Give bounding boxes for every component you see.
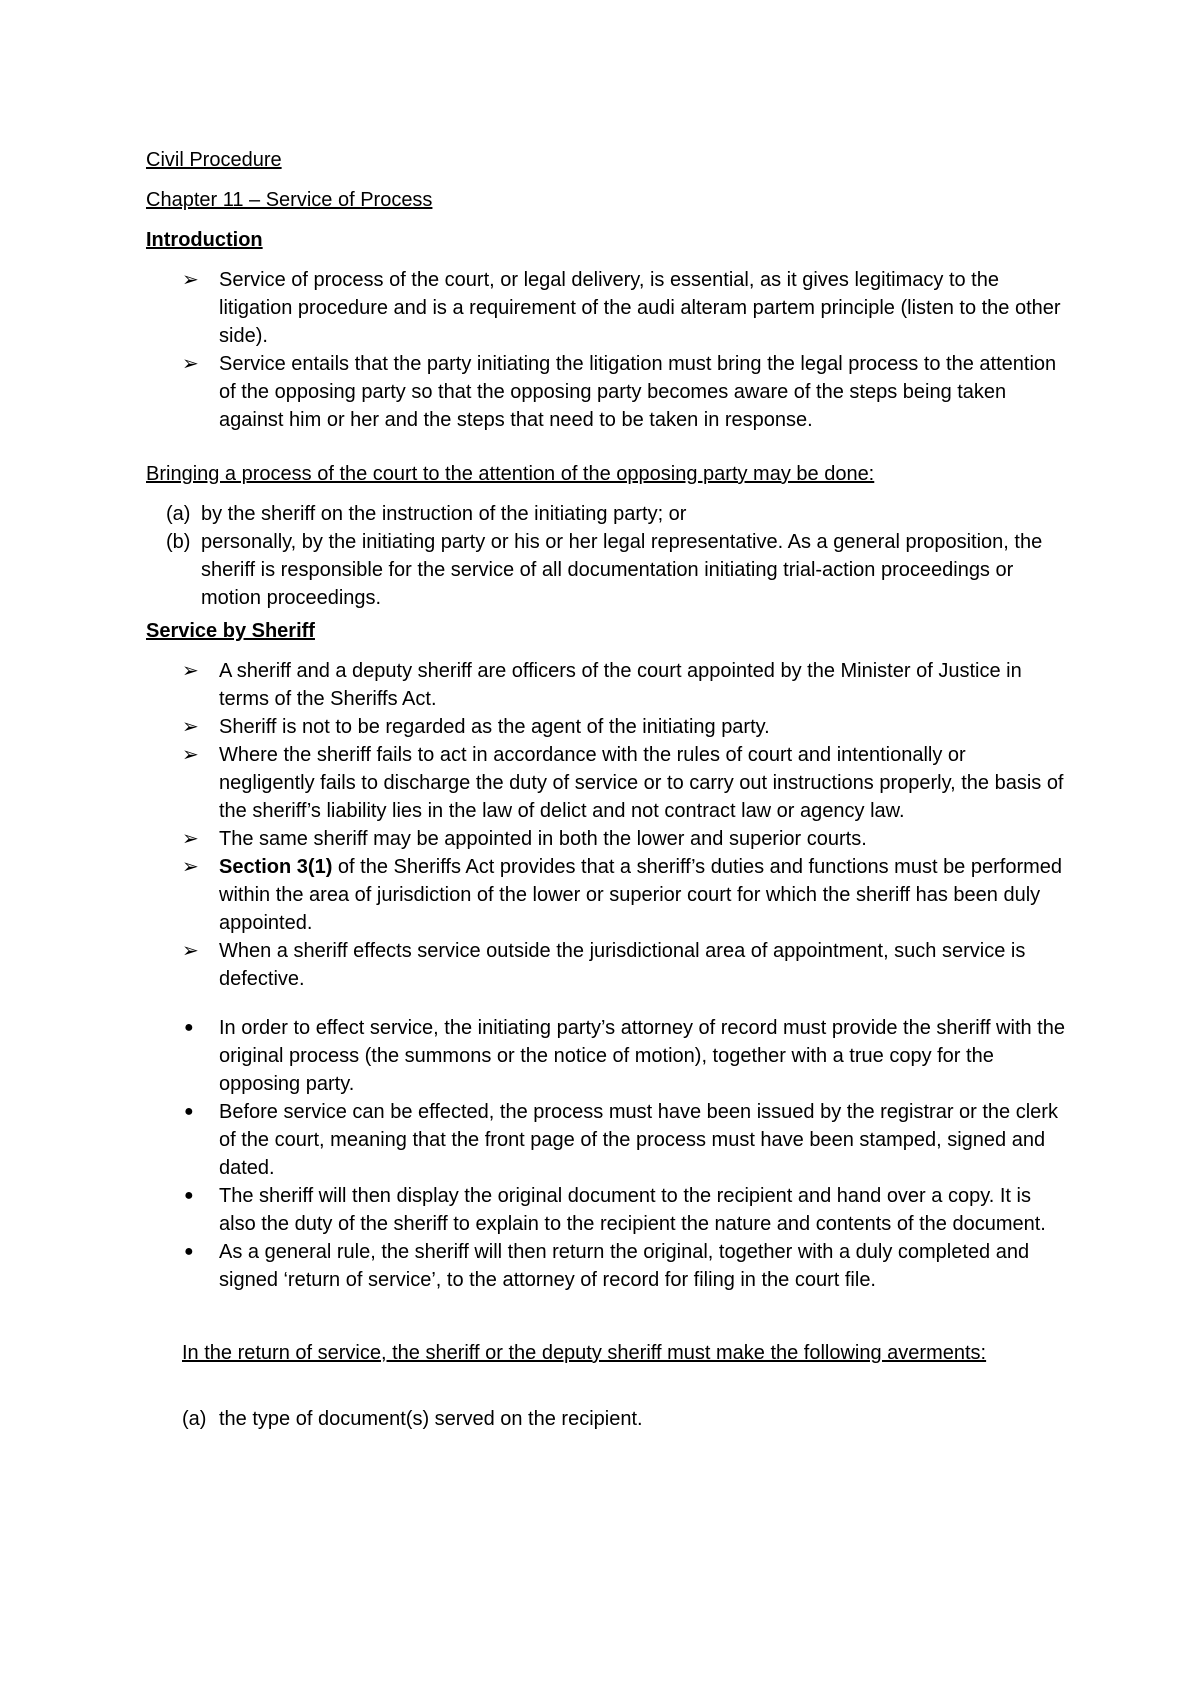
list-item: ➢ Service entails that the party initiating the litigation must bring the legal process to the attention of the opposing party so that the opposing party becomes aware of the steps being taken against him or her and the steps that need to be taken in response. [146, 350, 1066, 434]
arrow-bullet-icon: ➢ [182, 940, 199, 962]
arrow-bullet-icon: ➢ [182, 660, 199, 682]
list-item: (b) personally, by the initiating party or his or her legal representative. As a general proposition, the sheriff is responsible for the service of all documentation initiating trial-action proceedings or motion proceedings. [146, 528, 1066, 612]
section-reference: Section 3(1) [219, 856, 333, 878]
intro-bullet-list [146, 266, 1066, 434]
list-item: (a) by the sheriff on the instruction of the initiating party; or [146, 500, 1066, 528]
list-label: (b) [166, 531, 191, 553]
list-item: ● Before service can be effected, the process must have been issued by the registrar or the clerk of the court, meaning that the front page of the process must have been stamped, signed and dated. [146, 1098, 1066, 1182]
sheriff-bullet-list [146, 657, 1066, 993]
dot-bullet-icon: ● [184, 1243, 194, 1260]
list-item: ● The sheriff will then display the original document to the recipient and hand over a copy. It is also the duty of the sheriff to explain to the recipient the nature and contents of the document. [146, 1182, 1066, 1238]
list-item: (a) the type of document(s) served on the recipient. [182, 1405, 1066, 1433]
list-item: ➢ Where the sheriff fails to act in accordance with the rules of court and intentionally or negligently fails to discharge the duty of service or to carry out instructions properly, the basis of the sheriff’s liability lies in the law of delict and not contract law or agency law. [146, 741, 1066, 825]
dot-bullet-icon: ● [184, 1103, 194, 1120]
return-lettered-list [182, 1405, 1066, 1433]
section-heading-introduction: Introduction [146, 229, 263, 251]
arrow-bullet-icon: ➢ [182, 353, 199, 375]
list-label: (a) [182, 1408, 207, 1430]
arrow-bullet-icon: ➢ [182, 269, 199, 291]
return-of-service-heading: In the return of service, the sheriff or the deputy sheriff must make the following averments: [182, 1342, 987, 1364]
list-item: ● As a general rule, the sheriff will then return the original, together with a duly completed and signed ‘return of service’, to the attorney of record for filing in the court file. [146, 1238, 1066, 1294]
chapter-heading: Chapter 11 – Service of Process [146, 189, 433, 211]
arrow-bullet-icon: ➢ [182, 744, 199, 766]
bringing-heading: Bringing a process of the court to the attention of the opposing party may be done: [146, 463, 875, 485]
list-label: (a) [166, 503, 191, 525]
arrow-bullet-icon: ➢ [182, 716, 199, 738]
procedure-bullet-list [146, 1014, 1066, 1294]
list-item: ➢ Sheriff is not to be regarded as the agent of the initiating party. [146, 713, 1066, 741]
list-item: ➢ The same sheriff may be appointed in both the lower and superior courts. [146, 825, 1066, 853]
dot-bullet-icon: ● [184, 1187, 194, 1204]
arrow-bullet-icon: ➢ [182, 828, 199, 850]
list-item: ● In order to effect service, the initiating party’s attorney of record must provide the sheriff with the original process (the summons or the notice of motion), together with a true copy for the opposing party. [146, 1014, 1066, 1098]
list-item: ➢ A sheriff and a deputy sheriff are officers of the court appointed by the Minister of Justice in terms of the Sheriffs Act. [146, 657, 1066, 713]
list-item: ➢ When a sheriff effects service outside the jurisdictional area of appointment, such service is defective. [146, 937, 1066, 993]
section-heading-service-by-sheriff: Service by Sheriff [146, 620, 315, 642]
document-title: Civil Procedure [146, 149, 282, 171]
list-item: ➢ Service of process of the court, or legal delivery, is essential, as it gives legitimacy to the litigation procedure and is a requirement of the audi alteram partem principle (listen to the other side). [146, 266, 1066, 350]
bringing-lettered-list [146, 500, 1066, 612]
arrow-bullet-icon: ➢ [182, 856, 199, 878]
list-item: ➢ Section 3(1) of the Sheriffs Act provides that a sheriff’s duties and functions must be performed within the area of jurisdiction of the lower or superior court for which the sheriff has been duly appointed. [146, 853, 1066, 937]
dot-bullet-icon: ● [184, 1019, 194, 1036]
